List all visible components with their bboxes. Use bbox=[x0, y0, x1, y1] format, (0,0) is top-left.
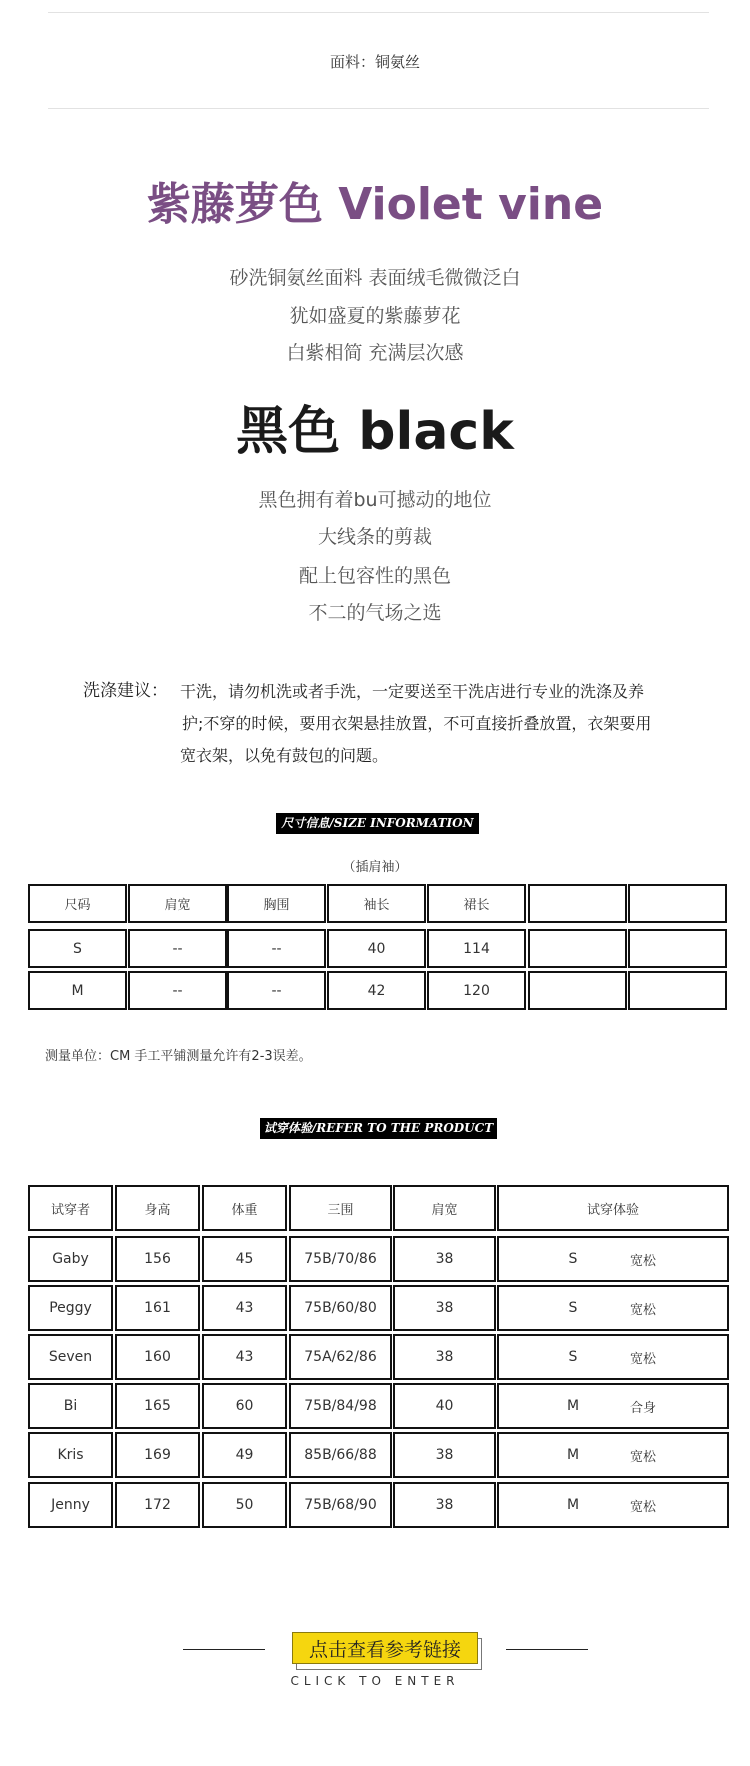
size-cell: 42 bbox=[327, 971, 426, 1010]
size-header-cell: 胸围 bbox=[227, 884, 326, 923]
fit-size: S bbox=[568, 1300, 578, 1316]
size-cell: 114 bbox=[427, 929, 526, 968]
fit-feel: 宽松 bbox=[629, 1449, 656, 1465]
fit-feel: 合身 bbox=[629, 1400, 656, 1416]
tryon-cell: 75B/70/86 bbox=[289, 1236, 392, 1282]
tryon-cell: 156 bbox=[115, 1236, 200, 1282]
size-cell: S bbox=[28, 929, 127, 968]
size-cell bbox=[528, 929, 627, 968]
measure-note: 测量单位：CM 手工平铺测量允许有2-3误差。 bbox=[45, 1049, 312, 1064]
fit-feel: 宽松 bbox=[629, 1351, 656, 1367]
tryon-cell: 161 bbox=[115, 1285, 200, 1331]
violet-line: 犹如盛夏的紫藤萝花 bbox=[289, 305, 461, 327]
black-line: 大线条的剪裁 bbox=[317, 526, 432, 548]
tryon-cell: 38 bbox=[393, 1285, 496, 1331]
tryon-cell: 60 bbox=[202, 1383, 287, 1429]
tryon-header-cell: 肩宽 bbox=[393, 1185, 496, 1231]
fit-size: M bbox=[566, 1497, 580, 1513]
size-cell: -- bbox=[128, 929, 227, 968]
cta-line-left bbox=[183, 1649, 265, 1650]
black-line: 黑色拥有着bu可撼动的地位 bbox=[258, 489, 492, 511]
tryon-cell: Jenny bbox=[28, 1482, 113, 1528]
tryon-fit-cell bbox=[497, 1383, 729, 1429]
tryon-cell: 165 bbox=[115, 1383, 200, 1429]
violet-line: 白紫相简 充满层次感 bbox=[286, 342, 464, 364]
fit-size: S bbox=[568, 1251, 578, 1267]
cta-line-right bbox=[506, 1649, 588, 1650]
tryon-header-cell: 体重 bbox=[202, 1185, 287, 1231]
tryon-cell: 75B/60/80 bbox=[289, 1285, 392, 1331]
tryon-fit-cell bbox=[497, 1482, 729, 1528]
fit-size: M bbox=[566, 1447, 580, 1463]
size-header-cell bbox=[628, 884, 727, 923]
divider-bottom bbox=[48, 108, 709, 109]
tryon-cell: Gaby bbox=[28, 1236, 113, 1282]
tryon-header-cell: 三围 bbox=[289, 1185, 392, 1231]
tryon-cell: 75B/84/98 bbox=[289, 1383, 392, 1429]
tryon-cell: 43 bbox=[202, 1285, 287, 1331]
tryon-header-cell: 试穿体验 bbox=[497, 1185, 729, 1231]
size-cell: 40 bbox=[327, 929, 426, 968]
fit-size: M bbox=[566, 1398, 580, 1414]
black-line: 配上包容性的黑色 bbox=[298, 565, 451, 587]
tryon-cell: 43 bbox=[202, 1334, 287, 1380]
size-header-cell: 袖长 bbox=[327, 884, 426, 923]
black-title: 黑色 black bbox=[236, 402, 514, 462]
fit-feel: 宽松 bbox=[629, 1253, 656, 1269]
sleeve-type: （插肩袖） bbox=[342, 860, 408, 875]
tryon-fit-cell bbox=[497, 1236, 729, 1282]
size-header-cell: 肩宽 bbox=[128, 884, 227, 923]
size-cell bbox=[628, 971, 727, 1010]
tryon-cell: 75B/68/90 bbox=[289, 1482, 392, 1528]
tryon-cell: 40 bbox=[393, 1383, 496, 1429]
tryon-cell: 169 bbox=[115, 1432, 200, 1478]
tryon-cell: 38 bbox=[393, 1236, 496, 1282]
size-header-cell: 裙长 bbox=[427, 884, 526, 923]
tryon-cell: 75A/62/86 bbox=[289, 1334, 392, 1380]
tryon-fit-cell bbox=[497, 1334, 729, 1380]
size-header-cell: 尺码 bbox=[28, 884, 127, 923]
tryon-cell: Kris bbox=[28, 1432, 113, 1478]
tryon-cell: 38 bbox=[393, 1334, 496, 1380]
tryon-header-cell: 试穿者 bbox=[28, 1185, 113, 1231]
tryon-header-cell: 身高 bbox=[115, 1185, 200, 1231]
tryon-cell: 85B/66/88 bbox=[289, 1432, 392, 1478]
tryon-fit-cell bbox=[497, 1432, 729, 1478]
fabric-text: 面料：铜氨丝 bbox=[329, 53, 420, 71]
size-cell bbox=[628, 929, 727, 968]
tryon-banner: 试穿体验/REFER TO THE PRODUCT bbox=[260, 1118, 497, 1139]
fit-feel: 宽松 bbox=[629, 1302, 656, 1318]
tryon-cell: Bi bbox=[28, 1383, 113, 1429]
violet-line: 砂洗铜氨丝面料 表面绒毛微微泛白 bbox=[229, 267, 521, 289]
size-cell: 120 bbox=[427, 971, 526, 1010]
wash-label: 洗涤建议： bbox=[83, 681, 168, 701]
wash-line: 干洗，请勿机洗或者手洗，一定要送至干洗店进行专业的洗涤及养 bbox=[180, 682, 645, 701]
violet-title: 紫藤萝色 Violet vine bbox=[146, 179, 604, 230]
size-cell: M bbox=[28, 971, 127, 1010]
wash-text bbox=[180, 676, 680, 772]
tryon-cell: 49 bbox=[202, 1432, 287, 1478]
tryon-cell: 38 bbox=[393, 1482, 496, 1528]
tryon-cell: Peggy bbox=[28, 1285, 113, 1331]
divider-top bbox=[48, 12, 709, 13]
wash-line: 宽衣架，以免有鼓包的问题。 bbox=[180, 746, 389, 765]
tryon-cell: 45 bbox=[202, 1236, 287, 1282]
size-cell: -- bbox=[128, 971, 227, 1010]
tryon-fit-cell bbox=[497, 1285, 729, 1331]
tryon-cell: 38 bbox=[393, 1432, 496, 1478]
size-header-cell bbox=[528, 884, 627, 923]
tryon-cell: 160 bbox=[115, 1334, 200, 1380]
tryon-cell: Seven bbox=[28, 1334, 113, 1380]
fit-size: S bbox=[568, 1349, 578, 1365]
click-to-enter-caption: CLICK TO ENTER bbox=[290, 1674, 460, 1688]
black-line: 不二的气场之选 bbox=[308, 602, 442, 624]
fit-feel: 宽松 bbox=[629, 1499, 656, 1515]
tryon-cell: 172 bbox=[115, 1482, 200, 1528]
tryon-cell: 50 bbox=[202, 1482, 287, 1528]
size-cell: -- bbox=[227, 971, 326, 1010]
wash-line: 护;不穿的时候，要用衣架悬挂放置，不可直接折叠放置，衣架要用 bbox=[182, 714, 652, 733]
size-cell: -- bbox=[227, 929, 326, 968]
size-cell bbox=[528, 971, 627, 1010]
size-banner: 尺寸信息/SIZE INFORMATION bbox=[276, 813, 479, 834]
reference-link-button[interactable]: 点击查看参考链接 bbox=[292, 1632, 478, 1664]
